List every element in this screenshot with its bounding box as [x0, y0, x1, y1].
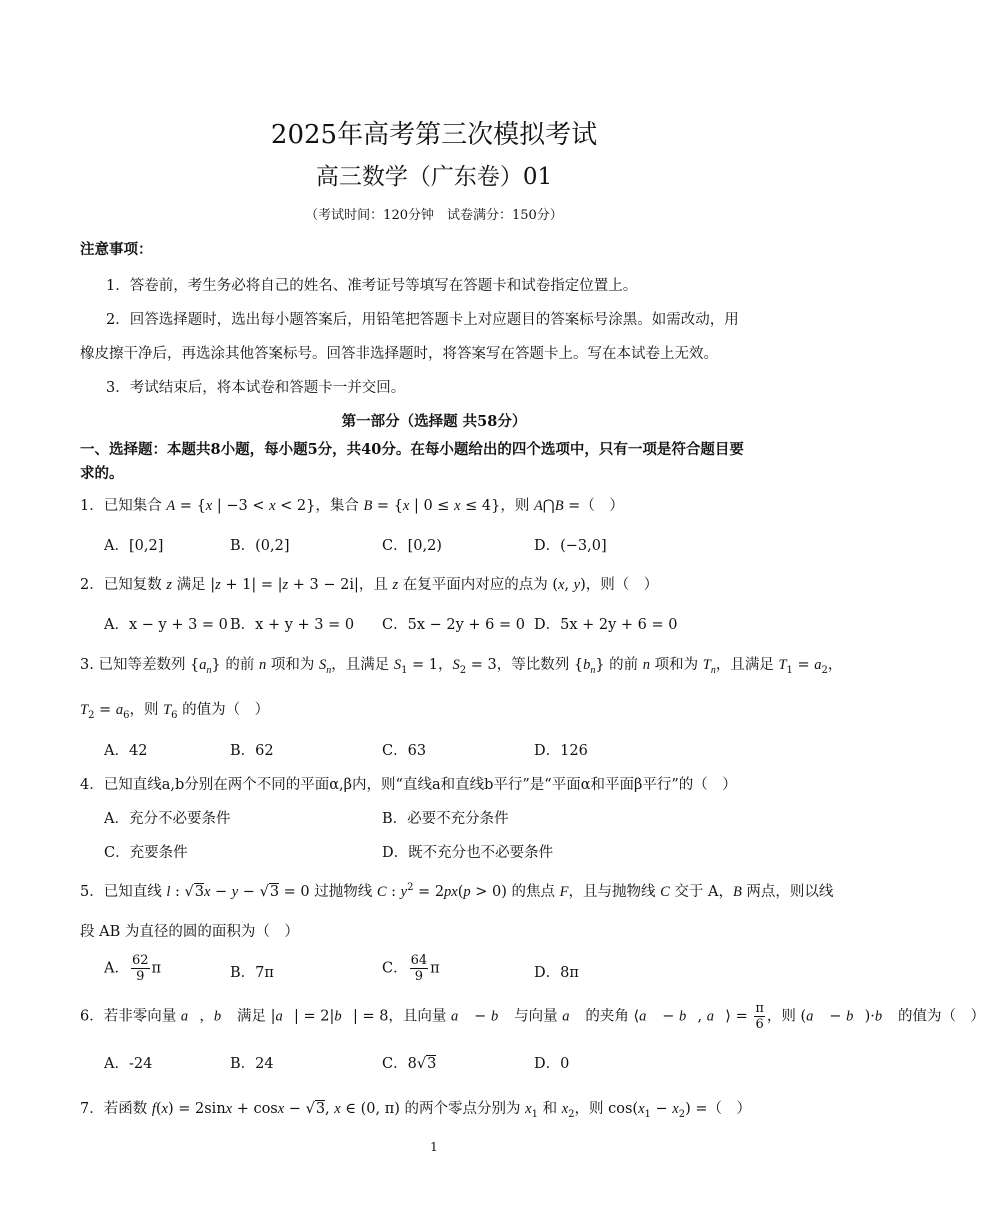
question-5-option-c: C． $\frac{64}{9}$ π	[382, 953, 440, 984]
question-6-option-a: A．-24	[104, 1056, 153, 1072]
question-5-option-d: D．8π	[534, 965, 579, 981]
question-1-option-c: C．[0,2)	[382, 538, 442, 554]
notice-item-3: 3．考试结束后，将本试卷和答题卡一并交回。	[106, 380, 406, 396]
question-1-option-b: B．(0,2]	[230, 538, 290, 554]
question-5-option-b: B．7π	[230, 965, 274, 981]
question-3-option-b: B．62	[230, 743, 274, 759]
page-number: 1	[430, 1140, 438, 1154]
exam-subtitle: 高三数学（广东卷）01	[315, 164, 553, 190]
question-1-option-d: D．(−3,0]	[534, 538, 607, 554]
question-3-option-c: C．63	[382, 743, 427, 759]
part1-heading: 第一部分（选择题 共58分）	[341, 413, 527, 430]
question-5-option-a: A． $\frac{62}{9}$ π	[104, 953, 162, 984]
question-4-option-b: B．必要不充分条件	[382, 811, 509, 827]
question-2-option-d: D．5x + 2y + 6 = 0	[534, 617, 678, 633]
section-instructions-line1: 一、选择题：本题共8小题，每小题5分，共40分。在每小题给出的四个选项中，只有一项是符合题目要	[80, 441, 744, 458]
exam-title: 2025年高考第三次模拟考试	[270, 120, 598, 150]
question-6-option-d: D．0	[534, 1056, 570, 1072]
question-1-option-a: A．[0,2]	[104, 538, 164, 554]
question-4-option-a: A．充分不必要条件	[104, 811, 231, 827]
question-3-option-a: A．42	[104, 743, 148, 759]
question-3-text-line2: $T_2 = a_6$，则 $T_6$ 的值为（ ）	[80, 702, 270, 721]
question-3-option-d: D．126	[534, 743, 588, 759]
question-4-option-d: D．既不充分也不必要条件	[382, 845, 554, 861]
notice-item-2-line1: 2．回答选择题时，选出每小题答案后，用铅笔把答题卡上对应题目的答案标号涂黑。如需改动，用	[106, 312, 739, 328]
notice-item-2-line2: 橡皮擦干净后，再选涂其他答案标号。回答非选择题时，将答案写在答题卡上。写在本试卷上无效。	[80, 346, 718, 362]
section-instructions-line2: 求的。	[80, 465, 124, 482]
notice-heading: 注意事项：	[80, 241, 153, 258]
question-2-option-c: C．5x − 2y + 6 = 0	[382, 617, 525, 633]
question-6-option-c: C．8√3	[382, 1056, 437, 1072]
question-3-text-line1: 3. 已知等差数列 $\{a_n\}$ 的前 n 项和为 $S_n$，且满足 $S_1 = 1$，$S_2 = 3$，等比数列 $\{b_n\}$ 的前 n 项和为 $T_n$，且满足 $T_1 = a_2$，	[80, 657, 843, 676]
question-4-text: 4．已知直线a,b分别在两个不同的平面α,β内，则“直线a和直线b平行”是“平面α和平面β平行”的（ ）	[80, 777, 737, 793]
question-6-text: 6．若非零向量 a⃗，b⃗ 满足 |a⃗| = 2|b⃗| = 8，且向量 a⃗ − b⃗ 与向量 a⃗ 的夹角 ⟨a⃗ − b⃗, a⃗⟩ = $\frac{\pi}{6}$ ，则 (a⃗ − b⃗)·b⃗ 的值为（ ）	[80, 1001, 985, 1032]
question-2-text: 2．已知复数 z 满足 |z + 1| = |z + 3 − 2i|，且 z 在复平面内对应的点为 (x, y)，则（ ）	[80, 577, 659, 593]
exam-info: （考试时间：120分钟 试卷满分：150分）	[305, 208, 563, 223]
notice-item-1: 1．答卷前，考生务必将自己的姓名、准考证号等填写在答题卡和试卷指定位置上。	[106, 278, 638, 294]
question-7-text: 7．若函数 f(x) = 2sinx + cosx − √3, x ∈ (0, π) 的两个零点分别为 $x_1$ 和 $x_2$，则 $\cos(x_1 - x_2)$ =（ ）	[80, 1101, 751, 1120]
question-4-option-c: C．充要条件	[104, 845, 188, 861]
question-2-option-b: B．x + y + 3 = 0	[230, 617, 355, 633]
question-2-option-a: A．x − y + 3 = 0	[104, 617, 228, 633]
question-6-option-b: B．24	[230, 1056, 274, 1072]
question-5-text-line1: 5．已知直线 l : √3x − y − √3 = 0 过抛物线 C : $y^2 = 2px(p > 0)$ 的焦点 F，且与抛物线 C 交于 A，B 两点，则以线	[80, 882, 834, 900]
question-1-text: 1．已知集合 A = {x | −3 < x < 2}，集合 B = {x | 0 ≤ x ≤ 4}，则 A⋂B =（ ）	[80, 498, 624, 514]
question-5-text-line2: 段 AB 为直径的圆的面积为（ ）	[80, 924, 299, 940]
